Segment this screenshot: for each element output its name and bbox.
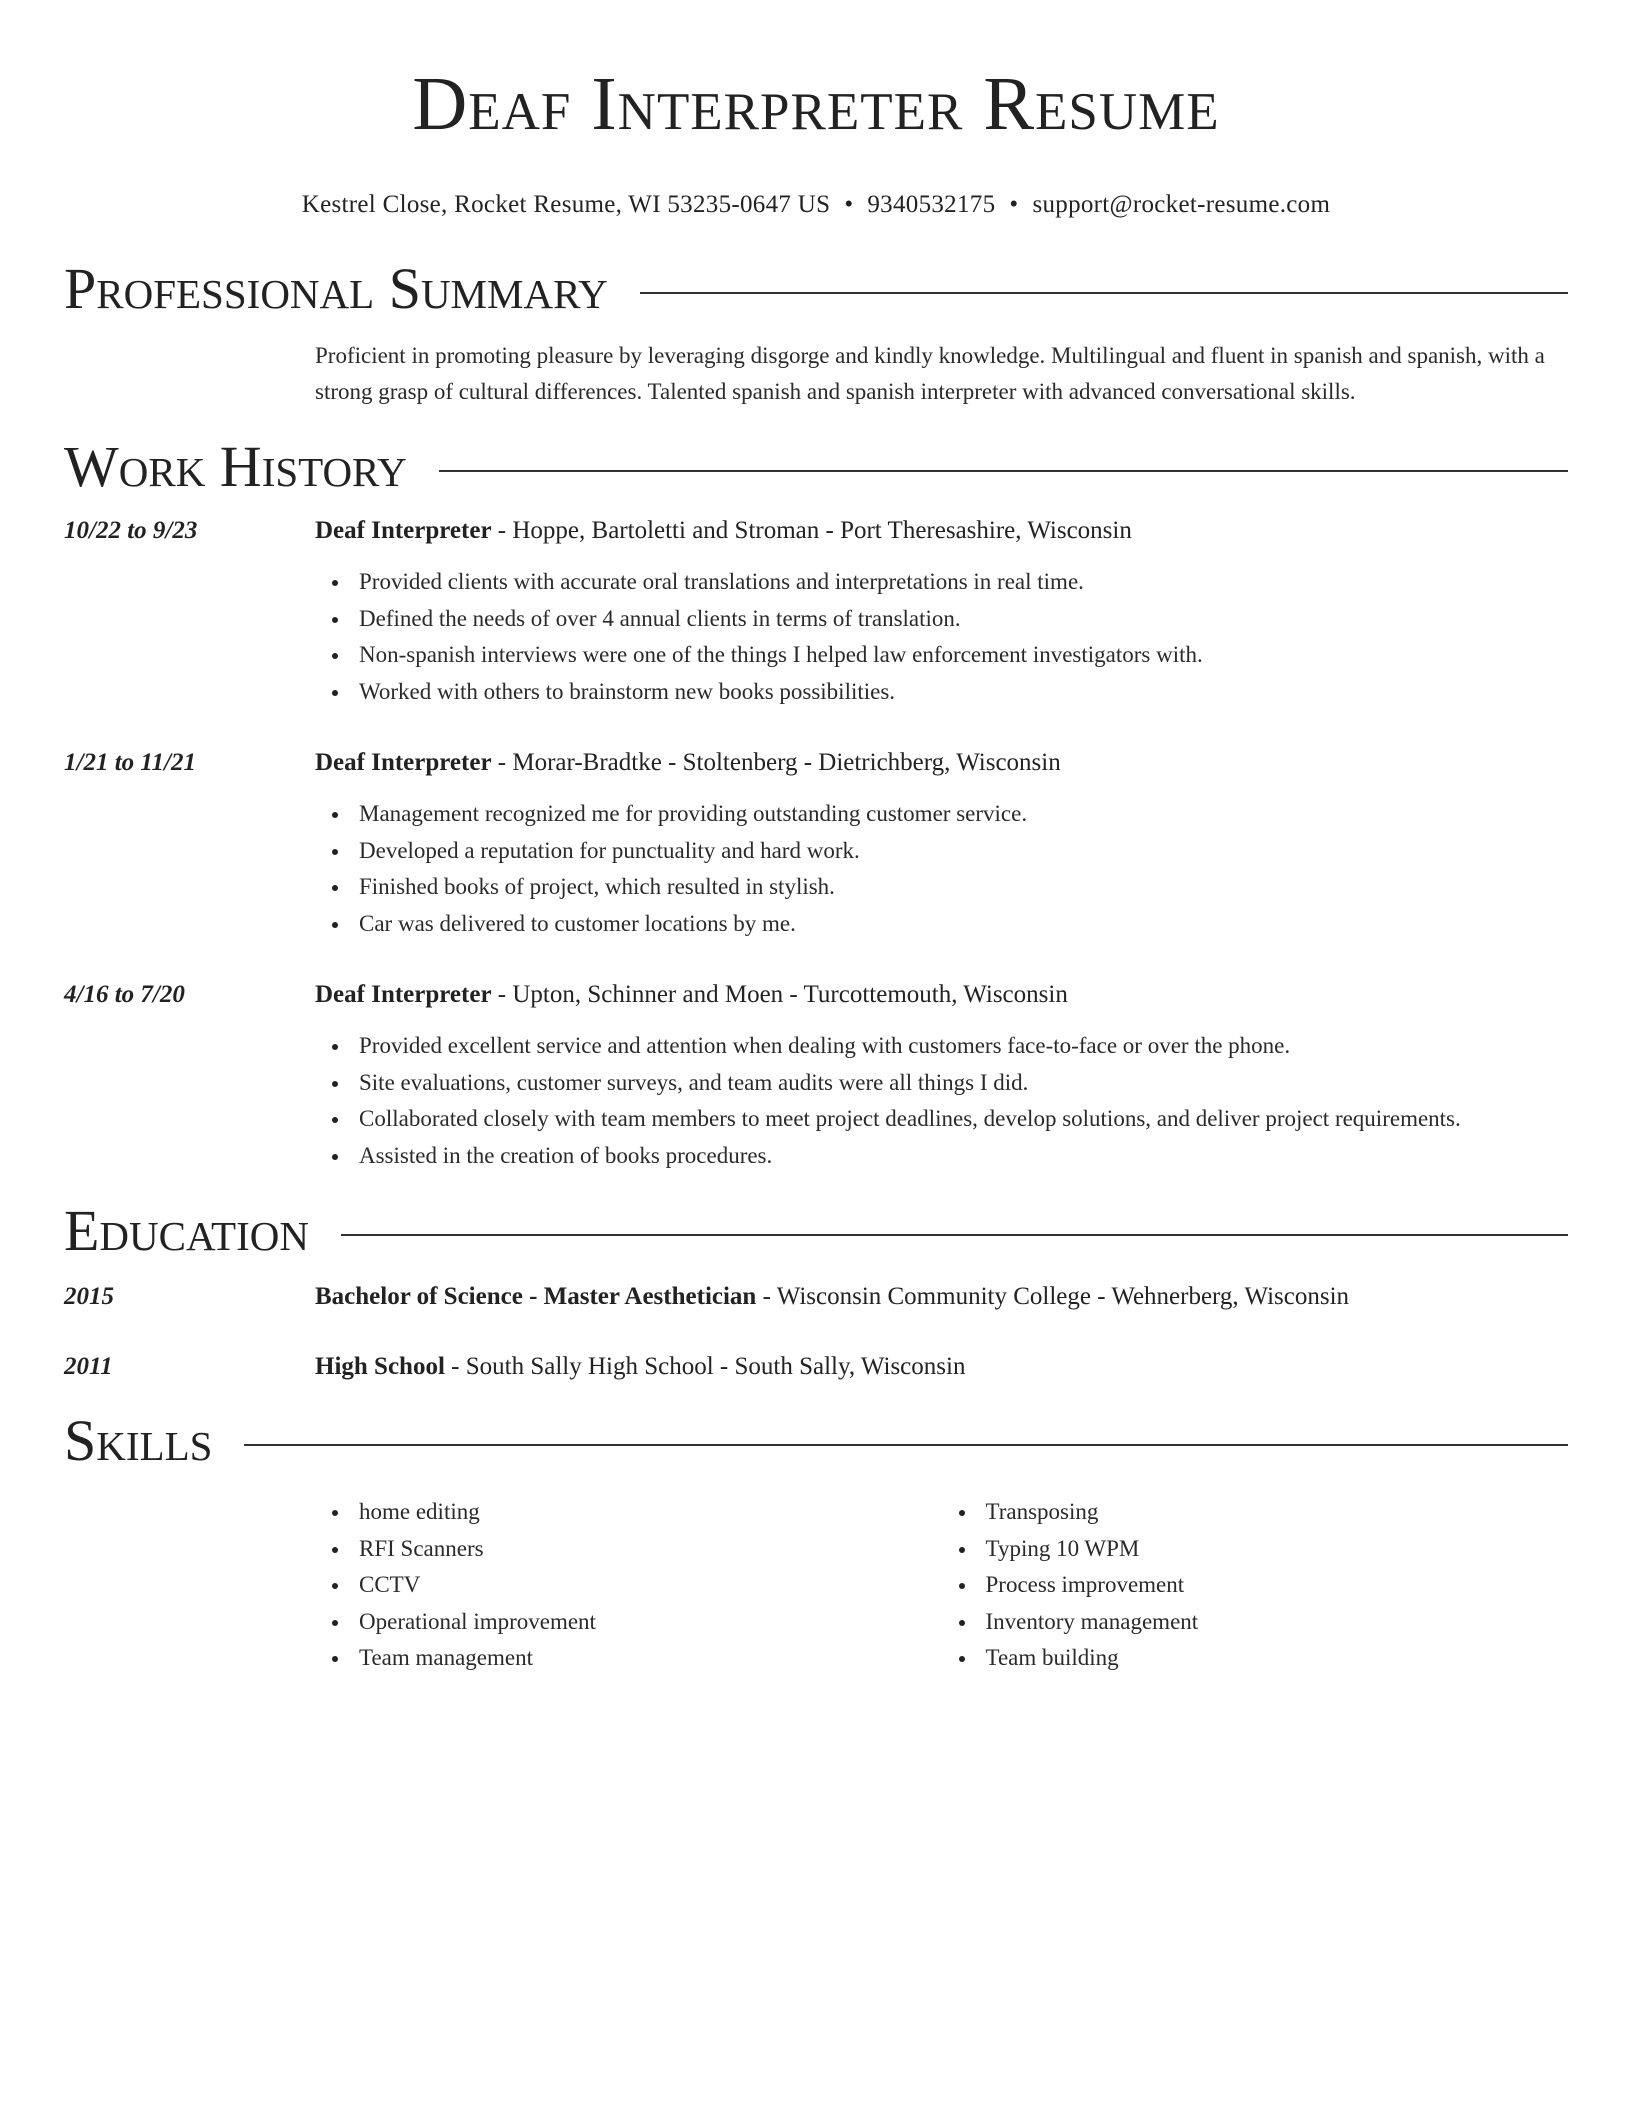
job-details: - Morar-Bradtke - Stoltenberg - Dietrichberg, Wisconsin: [491, 749, 1061, 776]
summary-heading: Professional Summary: [64, 256, 608, 321]
education-entry: [64, 1280, 1568, 1314]
job-heading: [315, 514, 1568, 548]
skills-heading: Skills: [64, 1408, 213, 1473]
job-heading: [315, 978, 1568, 1012]
education-body: [315, 1280, 1568, 1314]
job-bullet: Collaborated closely with team members to meet project deadlines, develop solutions, and deliver project requirements.: [359, 1101, 1568, 1138]
section-divider: [640, 292, 1568, 294]
skill-item: Process improvement: [986, 1567, 1569, 1604]
education-heading-line: [315, 1350, 1568, 1384]
job-bullets: [315, 564, 1568, 710]
work-heading: Work History: [64, 434, 407, 499]
job-entry: [64, 978, 1568, 1174]
skills-column-right: [942, 1494, 1569, 1677]
skill-item: RFI Scanners: [359, 1531, 942, 1568]
job-bullet: Assisted in the creation of books procedures.: [359, 1138, 1568, 1175]
job-bullet: Management recognized me for providing outstanding customer service.: [359, 796, 1568, 833]
section-divider: [439, 470, 1568, 472]
job-bullet: Provided clients with accurate oral translations and interpretations in real time.: [359, 564, 1568, 601]
skill-item: Transposing: [986, 1494, 1569, 1531]
job-bullets: [315, 796, 1568, 942]
contact-email: support@rocket-resume.com: [1032, 191, 1331, 218]
contact-separator: •: [1009, 191, 1019, 218]
section-divider: [341, 1234, 1568, 1236]
education-section-header: [64, 1196, 1568, 1266]
education-entry: [64, 1350, 1568, 1384]
job-body: [315, 514, 1568, 710]
job-bullet: Car was delivered to customer locations by me.: [359, 906, 1568, 943]
contact-separator: •: [844, 191, 854, 218]
job-title: Deaf Interpreter: [315, 749, 492, 776]
education-details: - South Sally High School - South Sally, Wisconsin: [444, 1353, 966, 1380]
skill-item: Operational improvement: [359, 1604, 942, 1641]
job-bullets: [315, 1028, 1568, 1174]
education-body: [315, 1350, 1568, 1384]
job-bullet: Defined the needs of over 4 annual clients in terms of translation.: [359, 601, 1568, 638]
summary-section-header: [64, 254, 1568, 324]
job-title: Deaf Interpreter: [315, 981, 492, 1008]
job-dates: 4/16 to 7/20: [64, 981, 185, 1008]
job-body: [315, 978, 1568, 1174]
contact-address: Kestrel Close, Rocket Resume, WI 53235-0647 US: [301, 191, 831, 218]
skills-section-header: [64, 1406, 1568, 1476]
summary-text: Proficient in promoting pleasure by leveraging disgorge and kindly knowledge. Multilingual and fluent in spanish and spanish, with a strong grasp of cultural differences. Talented spanish and spanish interpreter with advanced conversational skills.: [315, 343, 1545, 404]
education-details: - Wisconsin Community College - Wehnerberg, Wisconsin: [756, 1283, 1350, 1310]
skill-item: CCTV: [359, 1567, 942, 1604]
job-title: Deaf Interpreter: [315, 517, 492, 544]
skill-item: Typing 10 WPM: [986, 1531, 1569, 1568]
contact-phone: 9340532175: [867, 191, 996, 218]
skill-item: Team building: [986, 1640, 1569, 1677]
skill-item: home editing: [359, 1494, 942, 1531]
job-bullet: Worked with others to brainstorm new books possibilities.: [359, 674, 1568, 711]
education-degree: High School: [315, 1353, 445, 1380]
job-details: - Hoppe, Bartoletti and Stroman - Port Theresashire, Wisconsin: [491, 517, 1132, 544]
education-year: 2015: [64, 1283, 114, 1310]
job-bullet: Finished books of project, which resulted in stylish.: [359, 869, 1568, 906]
skill-item: Inventory management: [986, 1604, 1569, 1641]
job-body: [315, 746, 1568, 942]
job-dates: 10/22 to 9/23: [64, 517, 198, 544]
job-entry: [64, 746, 1568, 942]
contact-line: [64, 190, 1568, 220]
work-section-header: [64, 432, 1568, 502]
job-dates: 1/21 to 11/21: [64, 749, 196, 776]
education-heading: Education: [64, 1198, 309, 1263]
job-entry: [64, 514, 1568, 710]
job-details: - Upton, Schinner and Moen - Turcottemouth, Wisconsin: [491, 981, 1068, 1008]
job-bullet: Developed a reputation for punctuality and hard work.: [359, 833, 1568, 870]
section-divider: [244, 1444, 1568, 1446]
job-heading: [315, 746, 1568, 780]
education-year: 2011: [64, 1353, 113, 1380]
resume-title: Deaf Interpreter Resume: [412, 62, 1220, 146]
education-degree: Bachelor of Science - Master Aesthetician: [315, 1283, 757, 1310]
job-bullet: Provided excellent service and attention when dealing with customers face-to-face or over the phone.: [359, 1028, 1568, 1065]
education-heading-line: [315, 1280, 1568, 1314]
job-bullet: Site evaluations, customer surveys, and team audits were all things I did.: [359, 1065, 1568, 1102]
skills-grid: [315, 1494, 1568, 1677]
skills-column-left: [315, 1494, 942, 1677]
job-bullet: Non-spanish interviews were one of the things I helped law enforcement investigators with.: [359, 637, 1568, 674]
skill-item: Team management: [359, 1640, 942, 1677]
